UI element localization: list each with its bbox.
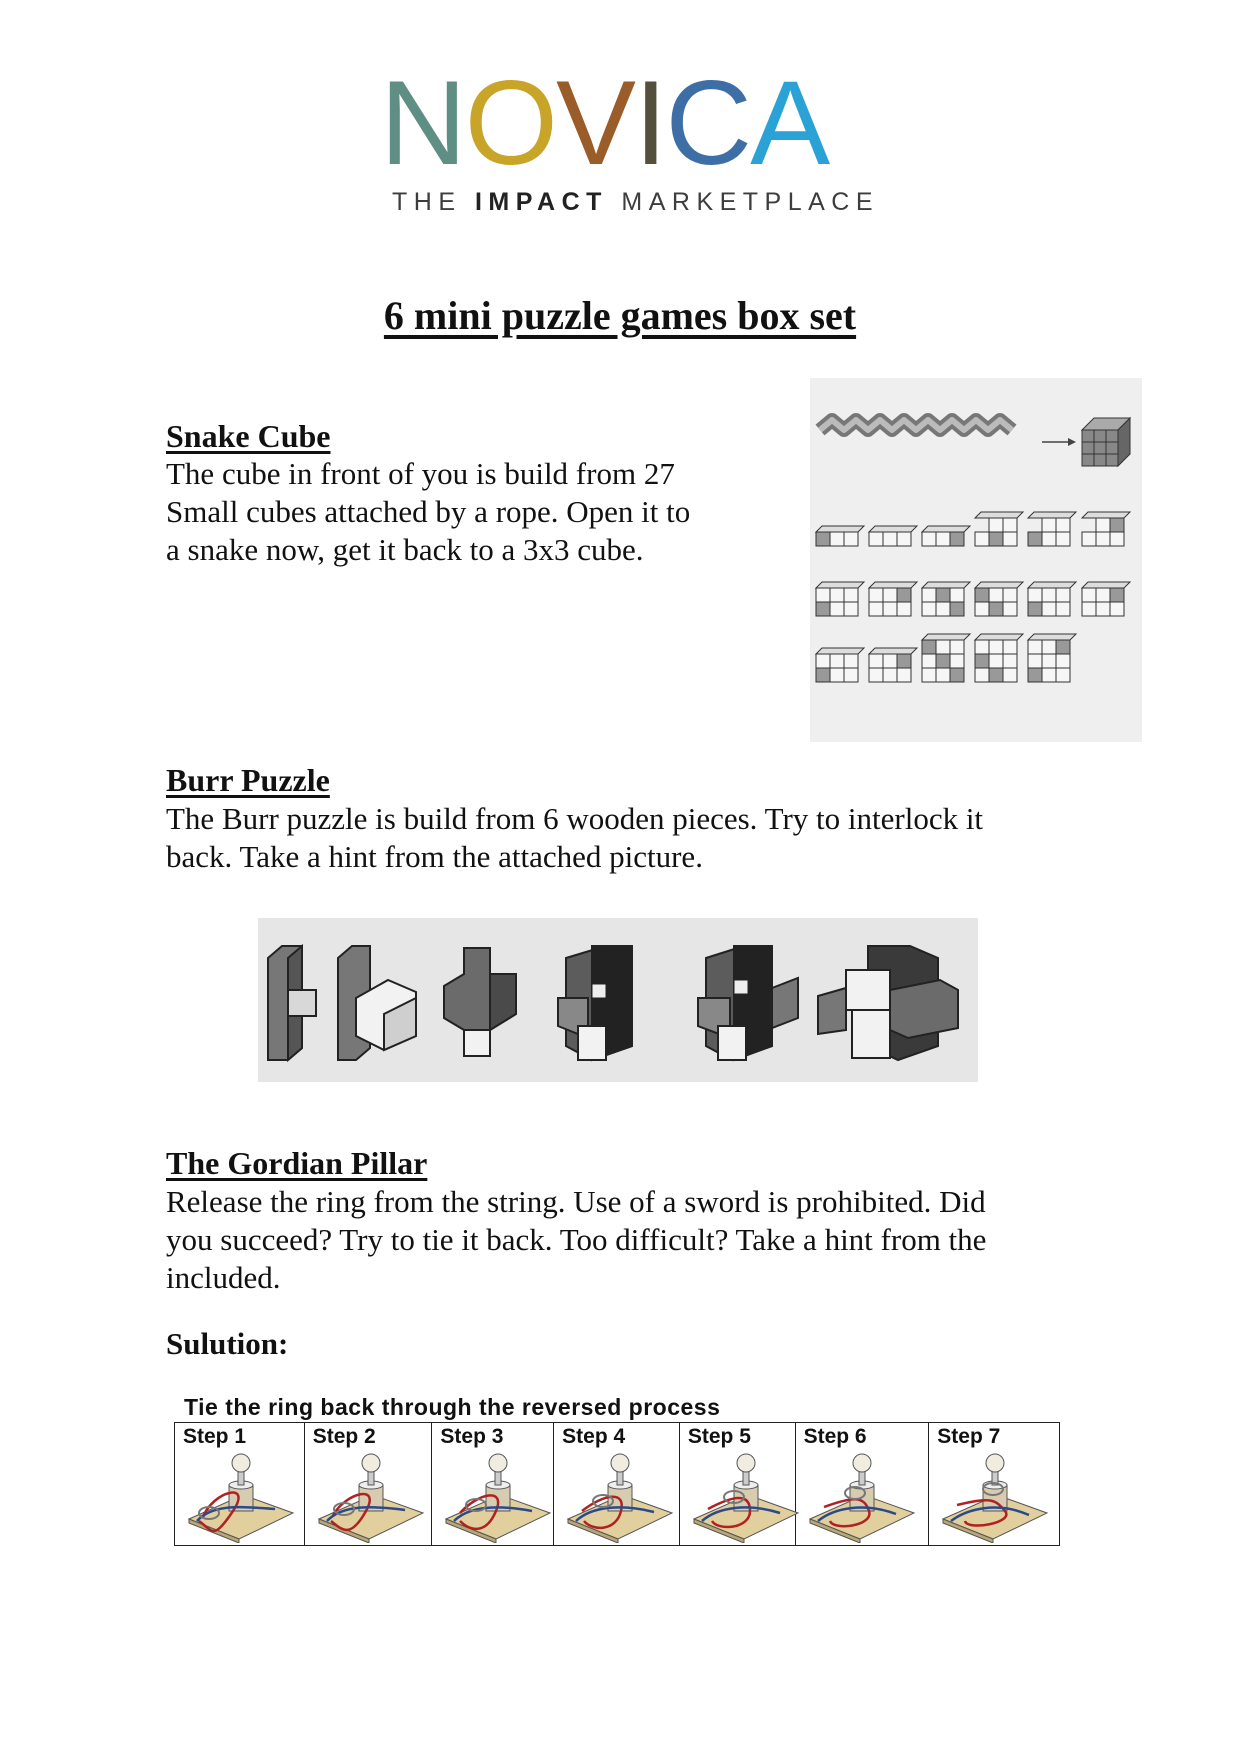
gordian-line-3: included. [166,1260,281,1295]
burr-puzzle-diagram [258,918,978,1082]
gordian-step-illustration [313,1451,425,1543]
snake-steps [816,512,1130,682]
snake-build-step [1028,634,1076,682]
burr-puzzle-text [166,800,1116,876]
gordian-line-1: Release the ring from the string. Use of a sword is prohibited. Did [166,1184,986,1219]
snake-build-step [922,526,970,546]
novica-logo [380,56,880,224]
step-label: Step 3 [440,1425,504,1448]
solution-step-2 [305,1423,433,1545]
snake-build-step [975,512,1023,546]
burr-puzzle-figure [258,918,978,1082]
burr-stage-4 [558,946,632,1060]
snake-build-step [1028,512,1076,546]
burr-stage-5 [698,946,798,1060]
document-title: 6 mini puzzle games box set [383,293,857,338]
logo-letter: V [556,56,635,190]
gordian-step-illustration [804,1451,916,1543]
gordian-line-2: you succeed? Try to tie it back. Too difficult? Take a hint from the [166,1222,987,1257]
step-label: Step 5 [687,1425,751,1448]
gordian-pillar-text [166,1183,1116,1297]
snake-line-2: Small cubes attached by a rope. Open it to [166,494,691,529]
logo-letter: C [665,56,751,190]
logo-letter: O [464,56,557,190]
step-label: Step 4 [562,1425,626,1448]
snake-cube-text [166,455,786,569]
step-label: Step 6 [803,1425,867,1448]
logo-letter: N [380,56,465,190]
tagline-pre: THE [392,188,475,216]
snake-build-step [922,634,970,682]
snake-build-step [922,582,970,616]
gordian-step-illustration [183,1451,295,1543]
logo-letter: A [750,56,829,190]
gordian-step-illustration [937,1451,1049,1543]
solution-label: Sulution: [166,1326,289,1361]
snake-build-step [1082,512,1130,546]
gordian-step-illustration [688,1451,800,1543]
snake-line-3: a snake now, get it back to a 3x3 cube. [166,532,644,567]
solution-step-7 [929,1423,1059,1545]
burr-line-2: back. Take a hint from the attached picture. [166,839,703,874]
snake-build-step [869,526,917,546]
logo-tagline [392,188,880,217]
solution-step-6 [796,1423,930,1545]
snake-build-step [975,582,1023,616]
burr-line-1: The Burr puzzle is build from 6 wooden pieces. Try to interlock it [166,801,984,836]
snake-build-step [1028,582,1076,616]
burr-stage-6 [818,946,958,1060]
snake-build-step [975,634,1023,682]
snake-build-step [869,648,917,682]
snake-cube-figure [810,378,1142,742]
snake-build-step [816,648,864,682]
solution-step-3 [432,1423,554,1545]
solution-strip-title: Tie the ring back through the reversed process [184,1394,721,1420]
step-label: Step 2 [312,1425,376,1448]
snake-build-step [1082,582,1130,616]
snake-line-1: The cube in front of you is build from 27 [166,456,675,491]
step-label: Step 7 [937,1425,1001,1448]
solution-steps-strip [174,1422,1060,1546]
burr-puzzle-heading: Burr Puzzle [166,762,330,798]
gordian-step-illustration [562,1451,674,1543]
burr-stage-1 [268,946,316,1060]
snake-cube-diagram [810,378,1142,742]
burr-stage-3 [444,948,516,1056]
step-label: Step 1 [183,1425,247,1448]
snake-build-step [816,526,864,546]
tagline-bold: IMPACT [474,188,608,216]
tagline-post: MARKETPLACE [607,188,880,216]
snake-build-step [869,582,917,616]
gordian-step-illustration [440,1451,552,1543]
solution-step-1 [175,1423,305,1545]
solution-step-5 [680,1423,796,1545]
burr-stage-2 [338,946,416,1060]
logo-letter: I [634,56,666,190]
logo-wordmark [380,56,860,190]
gordian-pillar-heading: The Gordian Pillar [166,1145,428,1181]
snake-build-step [816,582,864,616]
snake-cube-heading: Snake Cube [166,418,331,454]
solution-step-4 [554,1423,680,1545]
